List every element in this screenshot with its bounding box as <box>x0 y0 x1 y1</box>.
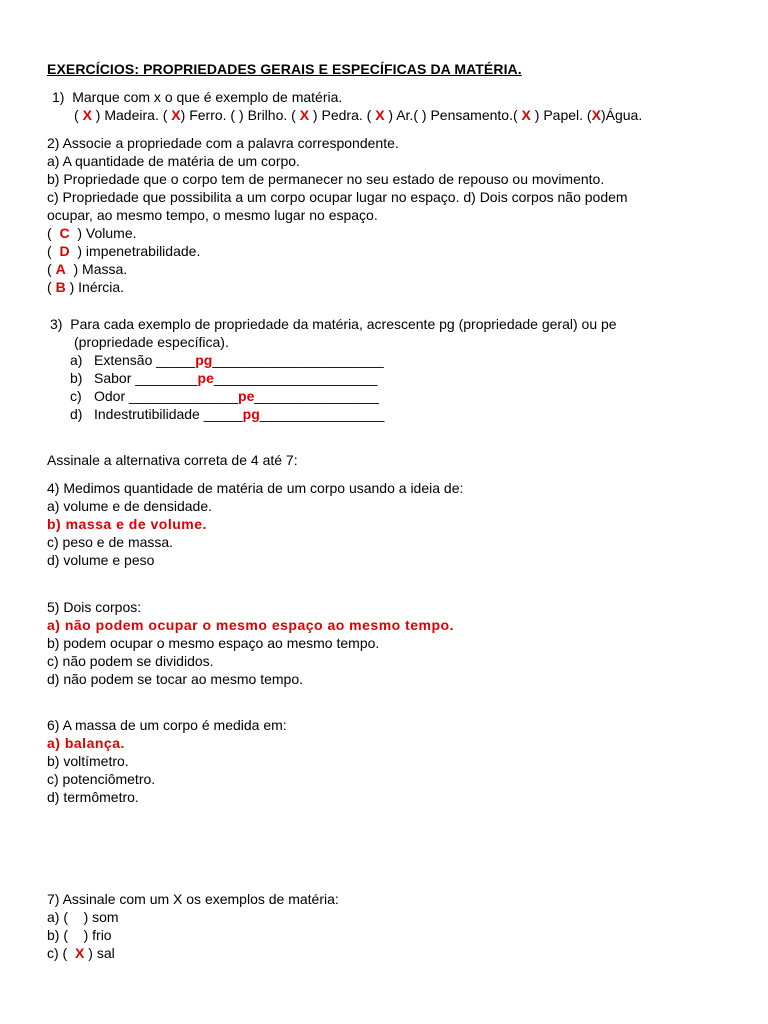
q3-prompt-line2: (propriedade específica). <box>74 334 229 350</box>
q2-match-4: ( B ) Inércia. <box>47 279 125 295</box>
q3-item-c: c) Odor ______________pe________________ <box>70 388 379 404</box>
q2-match-3: ( A ) Massa. <box>47 261 128 277</box>
q1-options: ( X ) Madeira. ( X) Ferro. ( ) Brilho. ( X ) Pedra. ( X ) Ar.( ) Pensamento.( X ) Papel. (X)Água. <box>74 107 643 123</box>
q2-def-c-line2: ocupar, ao mesmo tempo, o mesmo lugar no espaço. <box>47 207 378 223</box>
q4-option-d: d) volume e peso <box>47 552 155 568</box>
q2-def-c-line1: c) Propriedade que possibilita a um corpo ocupar lugar no espaço. d) Dois corpos não podem <box>47 189 628 205</box>
q4-option-a: a) volume e de densidade. <box>47 498 212 514</box>
q3-item-d: d) Indestrutibilidade _____pg________________ <box>70 406 385 422</box>
q5-prompt: 5) Dois corpos: <box>47 599 142 615</box>
q7-option-b: b) ( ) frio <box>47 927 112 943</box>
q5-option-a-correct: a) não podem ocupar o mesmo espaço ao mesmo tempo. <box>47 617 454 633</box>
q7-option-c: c) ( X ) sal <box>47 945 115 961</box>
page-title: EXERCÍCIOS: PROPRIEDADES GERAIS E ESPECÍFICAS DA MATÉRIA. <box>47 61 522 77</box>
q6-option-d: d) termômetro. <box>47 789 139 805</box>
q6-option-a-correct: a) balança. <box>47 735 125 751</box>
q5-option-c: c) não podem se divididos. <box>47 653 214 669</box>
q1-mark-8: X <box>591 107 601 123</box>
instruction: Assinale a alternativa correta de 4 até 7: <box>47 452 298 468</box>
q6-prompt: 6) A massa de um corpo é medida em: <box>47 717 287 733</box>
q2-def-a: a) A quantidade de matéria de um corpo. <box>47 153 300 169</box>
q6-option-b: b) voltímetro. <box>47 753 129 769</box>
q2-prompt: 2) Associe a propriedade com a palavra correspondente. <box>47 135 399 151</box>
q7-prompt: 7) Assinale com um X os exemplos de matéria: <box>47 891 339 907</box>
q1-mark-1: X <box>82 107 92 123</box>
q2-def-b: b) Propriedade que o corpo tem de permanecer no seu estado de repouso ou movimento. <box>47 171 605 187</box>
q3-item-b: b) Sabor ________pe_____________________ <box>70 370 378 386</box>
q1-mark-2: X <box>171 107 181 123</box>
q1-prompt: 1) Marque com x o que é exemplo de matéria. <box>52 89 343 105</box>
q1-mark-7: X <box>521 107 531 123</box>
q4-prompt: 4) Medimos quantidade de matéria de um corpo usando a ideia de: <box>47 480 464 496</box>
q4-option-c: c) peso e de massa. <box>47 534 174 550</box>
q2-match-2: ( D ) impenetrabilidade. <box>47 243 201 259</box>
q4-option-b-correct: b) massa e de volume. <box>47 516 207 532</box>
q3-item-a: a) Extensão _____pg______________________ <box>70 352 384 368</box>
q5-option-b: b) podem ocupar o mesmo espaço ao mesmo tempo. <box>47 635 380 651</box>
q1-mark-5: X <box>375 107 385 123</box>
q5-option-d: d) não podem se tocar ao mesmo tempo. <box>47 671 304 687</box>
q2-match-1: ( C ) Volume. <box>47 225 137 241</box>
q3-prompt-line1: 3) Para cada exemplo de propriedade da matéria, acrescente pg (propriedade geral) ou pe <box>50 316 617 332</box>
q7-option-a: a) ( ) som <box>47 909 119 925</box>
q6-option-c: c) potenciômetro. <box>47 771 156 787</box>
q1-mark-4: X <box>299 107 310 123</box>
